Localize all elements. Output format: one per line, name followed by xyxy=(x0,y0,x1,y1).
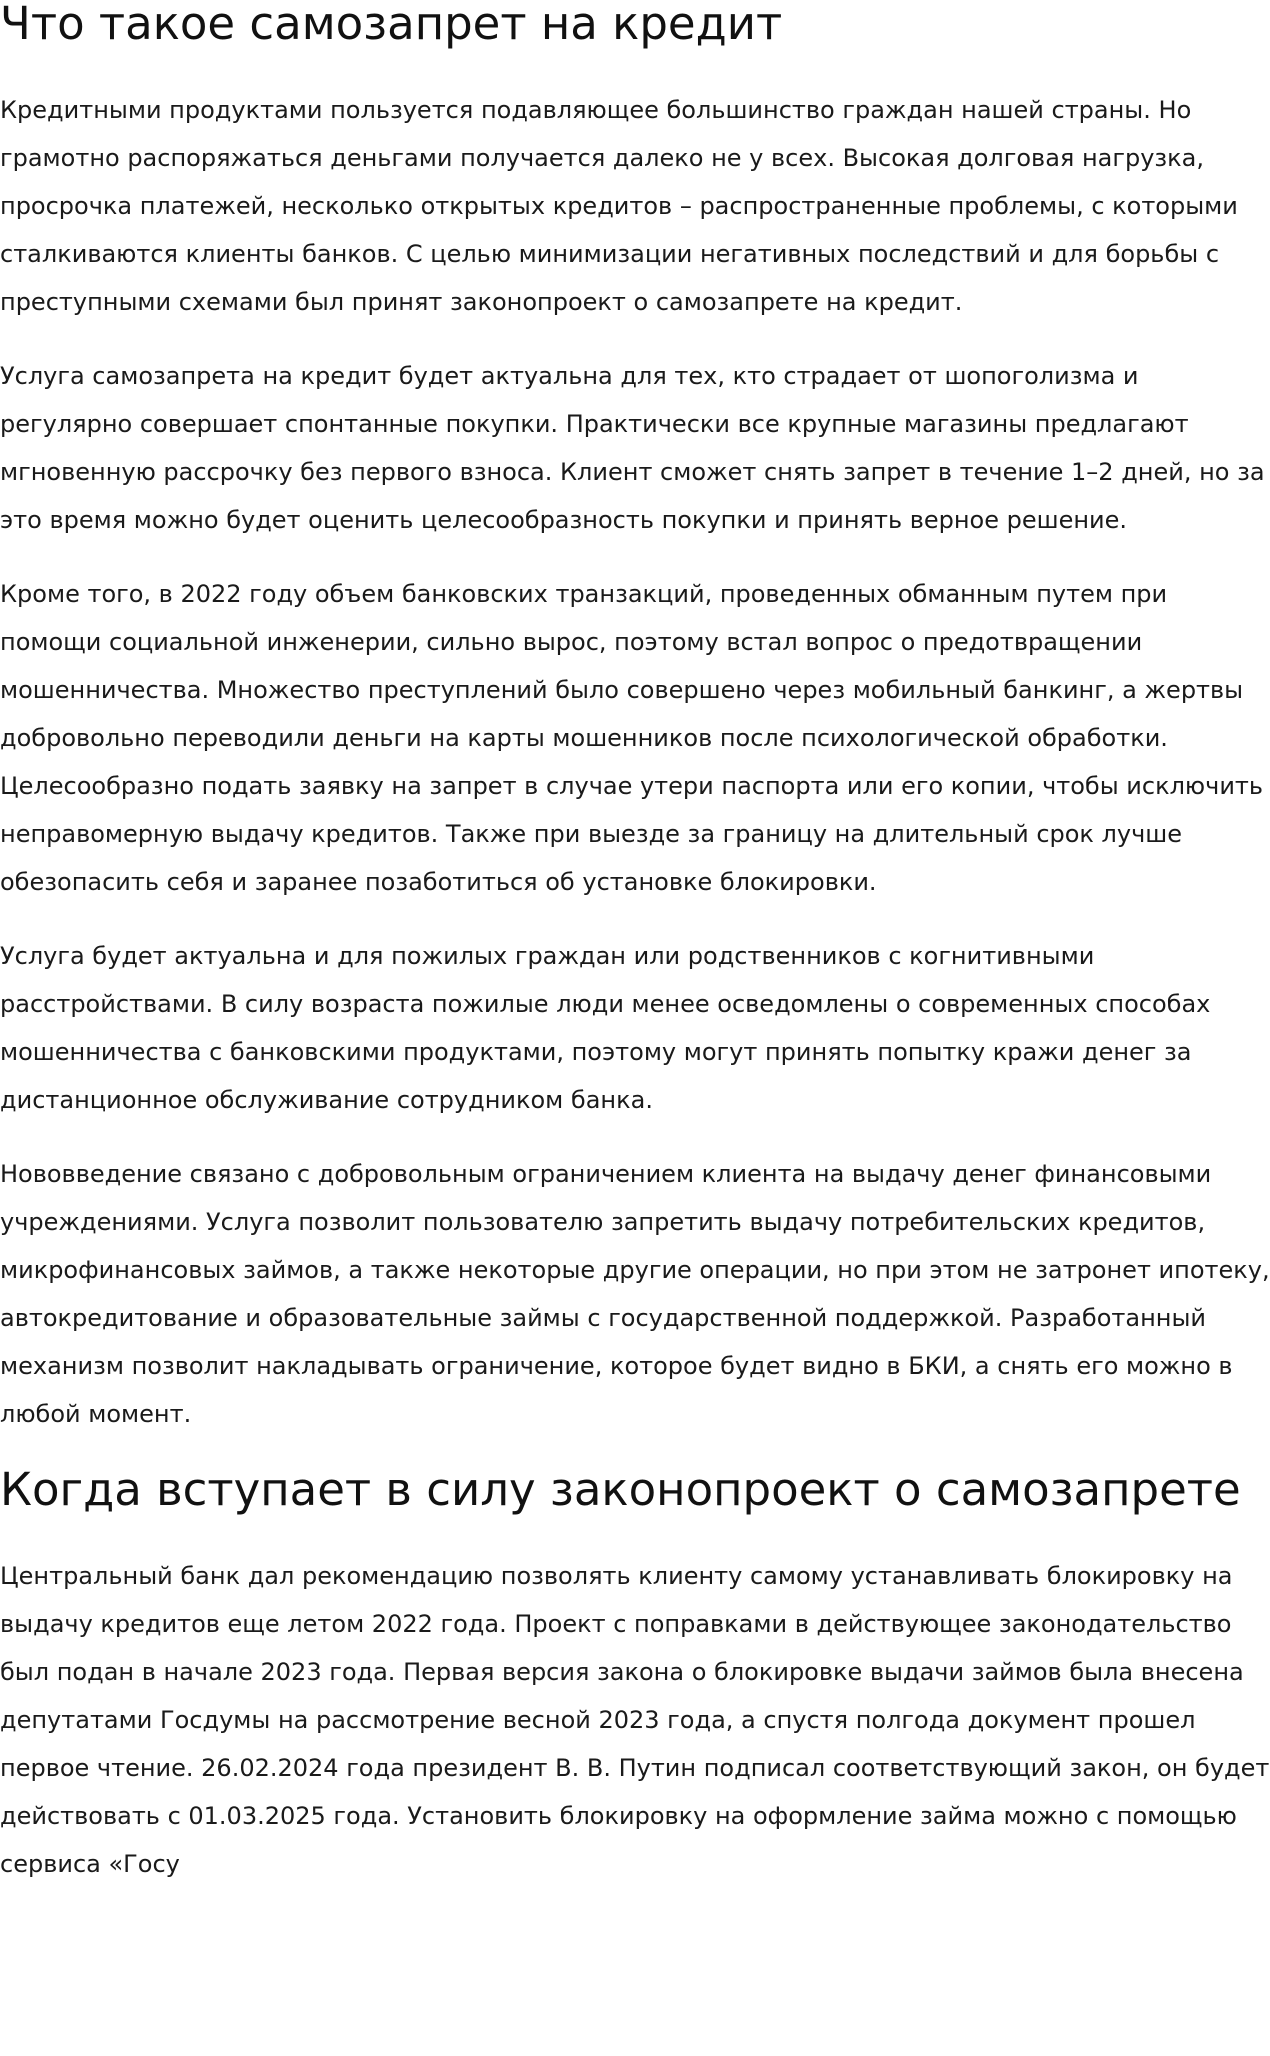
section-heading: Когда вступает в силу законопроект о самозапрете xyxy=(0,1463,1241,1516)
section-heading: Что такое самозапрет на кредит xyxy=(0,0,783,50)
paragraph: Услуга будет актуальна и для пожилых граждан или родственников с когнитивными расстройствами. В силу возраста пожилые люди менее осведомлены о современных способах мошенничества с банковскими продуктами, поэтому могут принять попытку кражи денег за дистанционное обслуживание сотрудником банка. xyxy=(0,942,1211,1114)
paragraph: Услуга самозапрета на кредит будет актуальна для тех, кто страдает от шопоголизма и регулярно совершает спонтанные покупки. Практически все крупные магазины предлагают мгновенную рассрочку без первого взноса. Клиент сможет снять запрет в течение 1–2 дней, но за это время можно будет оценить целесообразность покупки и принять верное решение. xyxy=(0,362,1265,534)
paragraph: Центральный банк дал рекомендацию позволять клиенту самому устанавливать блокировку на выдачу кредитов еще летом 2022 года. Проект с поправками в действующее законодательство был подан в начале 2023 года. Первая версия закона о блокировке выдачи займов была внесена депутатами Госдумы на рассмотрение весной 2023 года, а спустя полгода документ прошел первое чтение. 26.02.2024 года президент В. В. Путин подписал соответствующий закон, он будет действовать с 01.03.2025 года. Установить блокировку на оформление займа можно с помощью сервиса «Госу xyxy=(0,1562,1270,1878)
paragraph: Кредитными продуктами пользуется подавляющее большинство граждан нашей страны. Но грамотно распоряжаться деньгами получается далеко не у всех. Высокая долговая нагрузка, просрочка платежей, несколько открытых кредитов – распространенные проблемы, с которыми сталкиваются клиенты банков. С целью минимизации негативных последствий и для борьбы с преступными схемами был принят законопроект о самозапрете на кредит. xyxy=(0,96,1238,316)
paragraph: Кроме того, в 2022 году объем банковских транзакций, проведенных обманным путем при помощи социальной инженерии, сильно вырос, поэтому встал вопрос о предотвращении мошенничества. Множество преступлений было совершено через мобильный банкинг, а жертвы добровольно переводили деньги на карты мошенников после психологической обработки. Целесообразно подать заявку на запрет в случае утери паспорта или его копии, чтобы исключить неправомерную выдачу кредитов. Также при выезде за границу на длительный срок лучше обезопасить себя и заранее позаботиться об установке блокировки. xyxy=(0,580,1264,896)
paragraph: Нововведение связано с добровольным ограничением клиента на выдачу денег финансовыми учреждениями. Услуга позволит пользователю запретить выдачу потребительских кредитов, микрофинансовых займов, а также некоторые другие операции, но при этом не затронет ипотеку, автокредитование и образовательные займы с государственной поддержкой. Разработанный механизм позволит накладывать ограничение, которое будет видно в БКИ, а снять его можно в любой момент. xyxy=(0,1160,1270,1428)
